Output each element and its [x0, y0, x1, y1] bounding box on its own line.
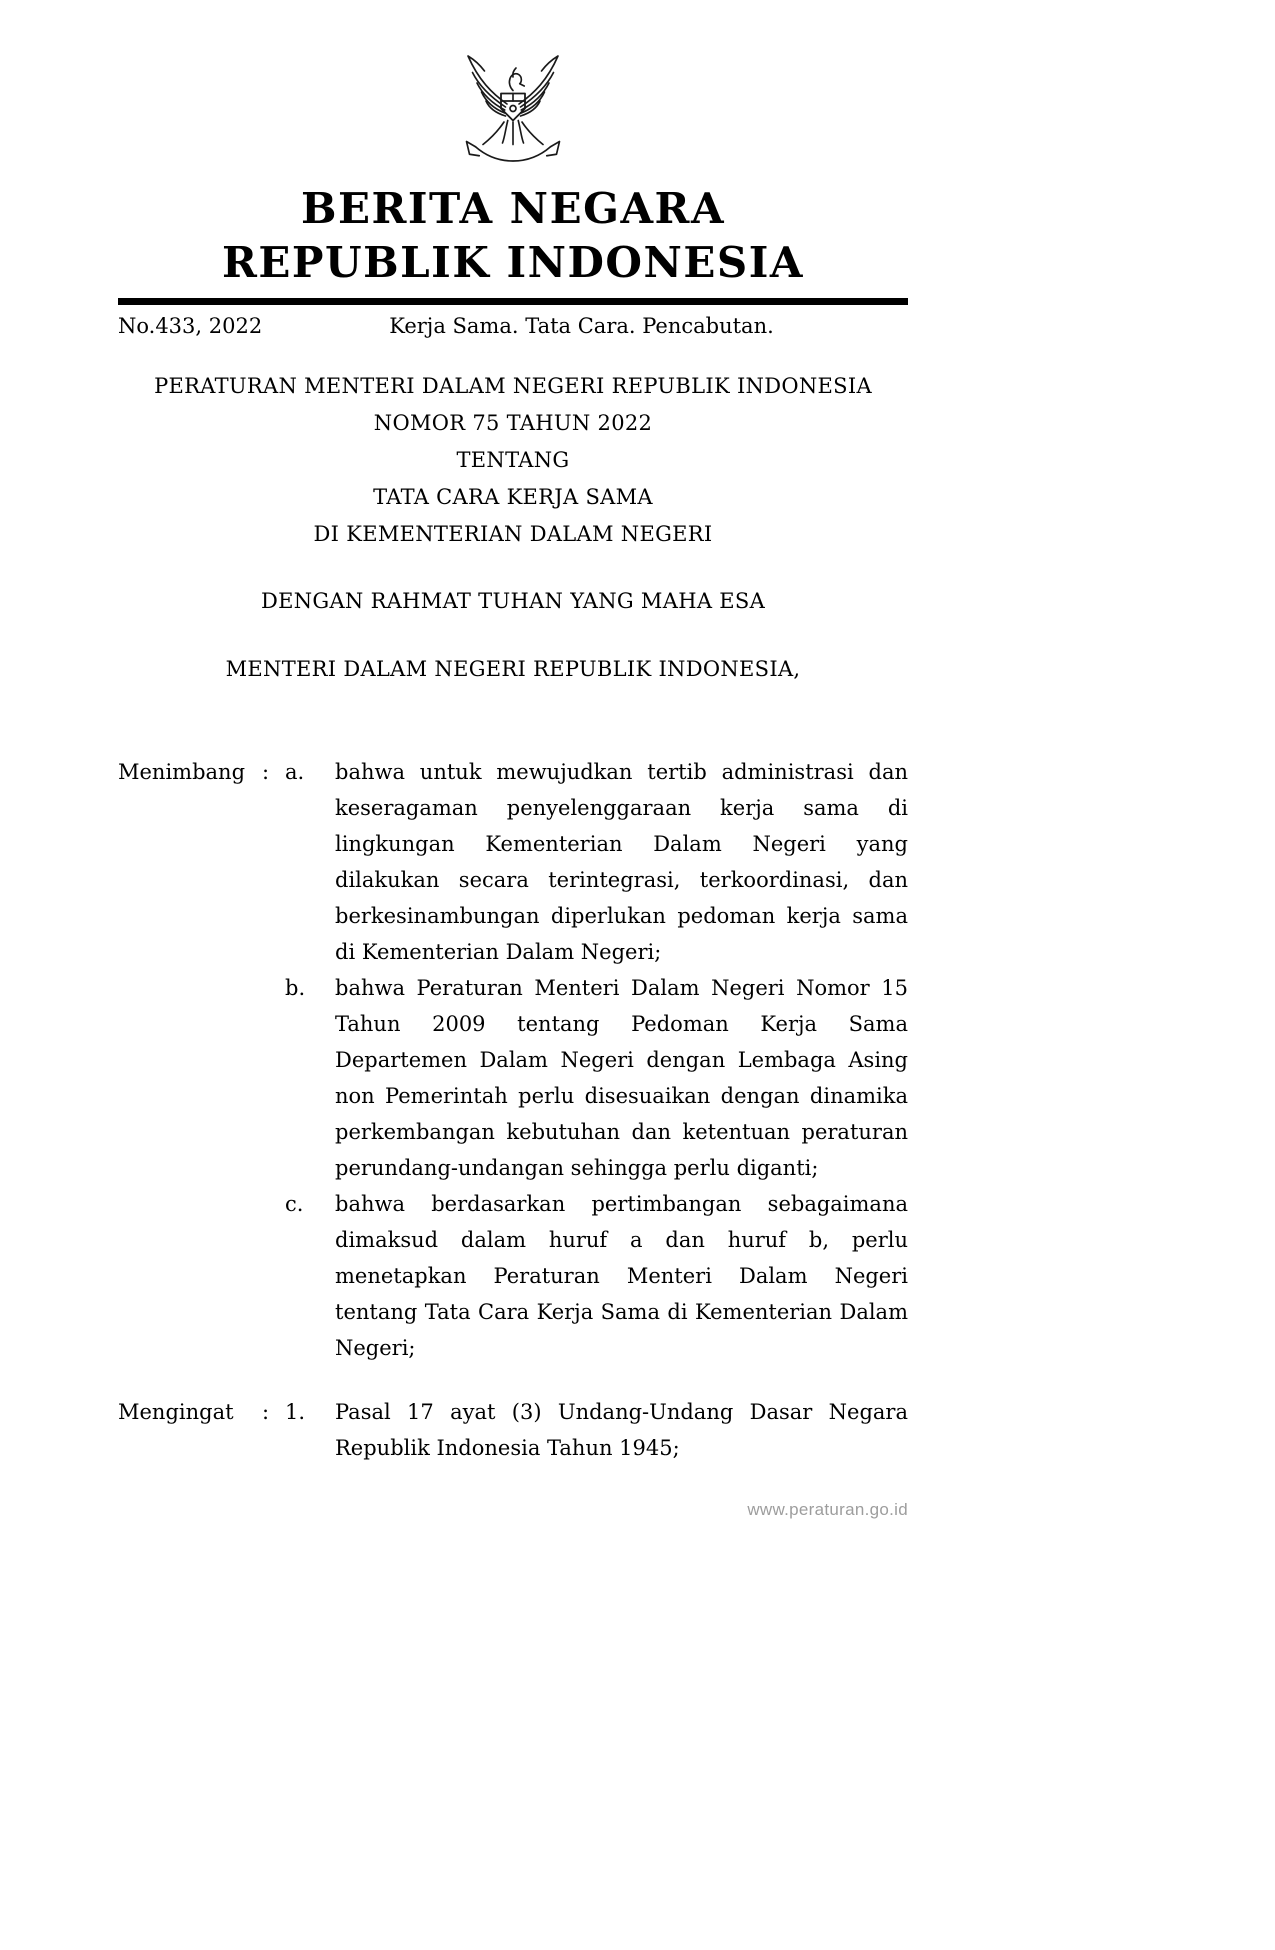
- regulation-heading: [118, 368, 908, 553]
- regulation-heading-line: TENTANG: [456, 448, 570, 472]
- mengingat-clause: [118, 1394, 908, 1466]
- item-text: Pasal 17 ayat (3) Undang-Undang Dasar Negara Republik Indonesia Tahun 1945;: [335, 1400, 908, 1460]
- masthead-rule: [118, 298, 908, 305]
- item-text: bahwa berdasarkan pertimbangan sebagaimana dimaksud dalam huruf a dan huruf b, perlu menetapkan Peraturan Menteri Dalam Negeri tentang Tata Cara Kerja Sama di Kementerian Dalam Negeri;: [335, 1192, 908, 1360]
- item-text: bahwa Peraturan Menteri Dalam Negeri Nomor 15 Tahun 2009 tentang Pedoman Kerja Sama Departemen Dalam Negeri dengan Lembaga Asing non Pemerintah perlu disesuaikan dengan dinamika perkembangan kebutuhan dan ketentuan peraturan perundang-undangan sehingga perlu diganti;: [335, 976, 908, 1180]
- document-page: [118, 0, 908, 1466]
- menimbang-clause: [118, 754, 908, 1366]
- garuda-pancasila-icon: [453, 44, 573, 170]
- regulation-heading-line: PERATURAN MENTERI DALAM NEGERI REPUBLIK INDONESIA: [154, 374, 872, 398]
- regulation-heading-line: DI KEMENTERIAN DALAM NEGERI: [313, 522, 713, 546]
- menimbang-item-c: [285, 1186, 908, 1366]
- item-text: bahwa untuk mewujudkan tertib administrasi dan keseragaman penyelenggaraan kerja sama di lingkungan Kementerian Dalam Negeri yang dilakukan secara terintegrasi, terkoordinasi, dan berkesinambungan diperlukan pedoman kerja sama di Kementerian Dalam Negeri;: [335, 760, 908, 964]
- gazette-title-line2: REPUBLIK INDONESIA: [222, 238, 804, 287]
- item-marker: 1.: [285, 1400, 306, 1424]
- invocation-line: DENGAN RAHMAT TUHAN YANG MAHA ESA: [260, 589, 766, 613]
- item-marker: c.: [285, 1192, 304, 1216]
- mengingat-colon: :: [262, 1400, 270, 1424]
- mengingat-item-1: [285, 1394, 908, 1466]
- issue-number: No.433, 2022: [118, 314, 263, 338]
- mengingat-items: [285, 1394, 908, 1466]
- menimbang-item-a: [285, 754, 908, 970]
- item-marker: b.: [285, 976, 306, 1000]
- mengingat-label: Mengingat: [118, 1400, 234, 1424]
- gazette-title-line1: BERITA NEGARA: [300, 184, 726, 233]
- regulation-heading-line: TATA CARA KERJA SAMA: [373, 485, 653, 509]
- menimbang-label: Menimbang: [118, 760, 246, 784]
- gazette-title: [118, 182, 908, 290]
- menimbang-colon: :: [262, 760, 270, 784]
- item-marker: a.: [285, 760, 305, 784]
- issue-line: [118, 314, 908, 338]
- emblem-container: [118, 0, 908, 174]
- authority-line: MENTERI DALAM NEGERI REPUBLIK INDONESIA,: [225, 657, 801, 681]
- issue-subject: Kerja Sama. Tata Cara. Pencabutan.: [389, 314, 774, 338]
- menimbang-items: [285, 754, 908, 1366]
- watermark-url: www.peraturan.go.id: [747, 1500, 908, 1519]
- regulation-heading-line: NOMOR 75 TAHUN 2022: [373, 411, 653, 435]
- menimbang-item-b: [285, 970, 908, 1186]
